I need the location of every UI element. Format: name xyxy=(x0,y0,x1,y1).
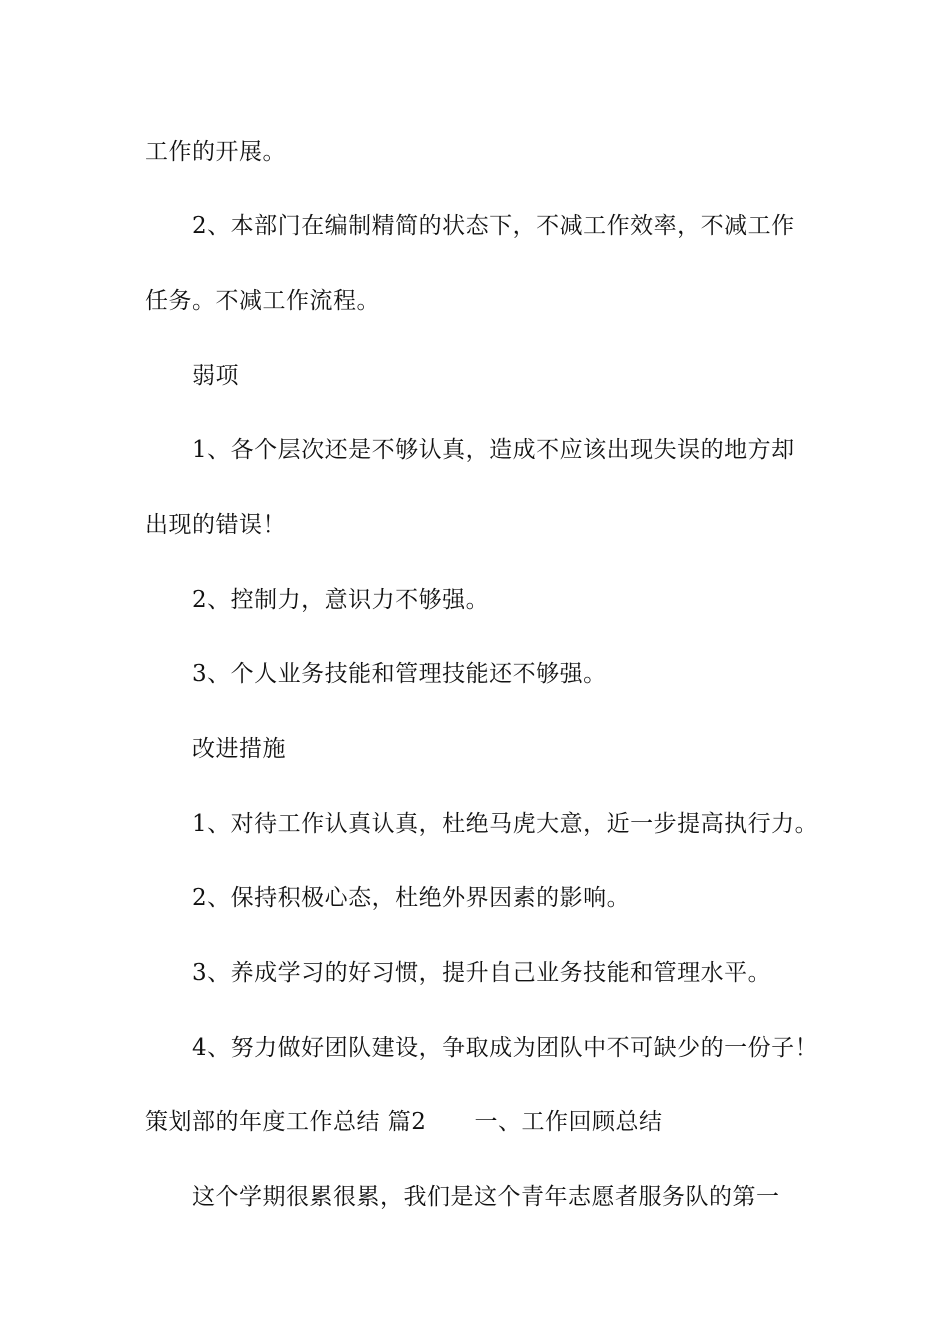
paragraph-line: 这个学期很累很累，我们是这个青年志愿者服务队的第一 xyxy=(192,1184,780,1210)
paragraph-line: 任务。不减工作流程。 xyxy=(145,288,380,314)
paragraph-line: 1、对待工作认真认真，杜绝马虎大意，近一步提高执行力。 xyxy=(192,811,819,837)
paragraph-line: 3、养成学习的好习惯，提升自己业务技能和管理水平。 xyxy=(192,960,772,986)
paragraph-line: 2、本部门在编制精简的状态下，不减工作效率，不减工作 xyxy=(192,213,795,239)
section-heading-subtitle: 一、工作回顾总结 xyxy=(474,1109,663,1135)
section-subheading: 改进措施 xyxy=(192,736,286,762)
paragraph-line: 4、努力做好团队建设，争取成为团队中不可缺少的一份子！ xyxy=(192,1035,819,1061)
section-heading xyxy=(145,1107,662,1137)
paragraph-line: 2、保持积极心态，杜绝外界因素的影响。 xyxy=(192,885,631,911)
paragraph-line: 工作的开展。 xyxy=(145,139,286,165)
paragraph-line: 1、各个层次还是不够认真，造成不应该出现失误的地方却 xyxy=(192,437,795,463)
section-heading-title: 策划部的年度工作总结 篇2 xyxy=(145,1109,427,1135)
paragraph-line: 3、个人业务技能和管理技能还不够强。 xyxy=(192,661,607,687)
paragraph-line: 出现的错误！ xyxy=(145,512,286,538)
section-subheading: 弱项 xyxy=(192,363,239,389)
paragraph-line: 2、控制力，意识力不够强。 xyxy=(192,587,490,613)
